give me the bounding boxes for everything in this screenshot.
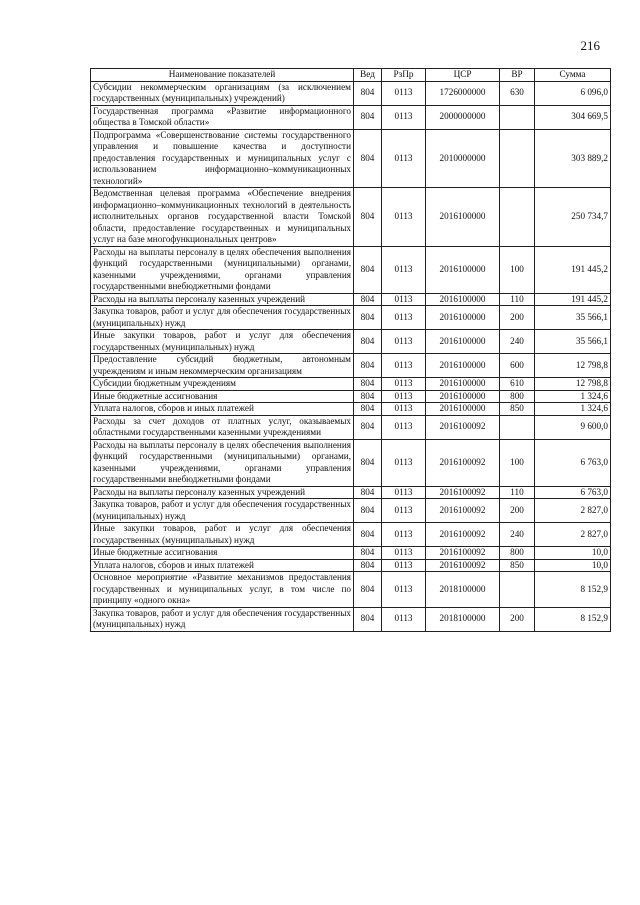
- cell-rzpr: 0113: [382, 105, 426, 129]
- table-row: [91, 354, 611, 378]
- cell-rzpr: 0113: [382, 547, 426, 560]
- cell-sum: 8 152,9: [535, 607, 611, 631]
- cell-sum: 10,0: [535, 547, 611, 560]
- cell-rzpr: 0113: [382, 572, 426, 608]
- cell-rzpr: 0113: [382, 499, 426, 523]
- cell-ved: 804: [354, 523, 382, 547]
- cell-ved: 804: [354, 246, 382, 293]
- cell-vr: [500, 105, 535, 129]
- table-row: [91, 293, 611, 306]
- cell-name: Субсидии некоммерческим организациям (за исключением государственных (муниципальных) учреждений): [91, 81, 354, 105]
- cell-rzpr: 0113: [382, 486, 426, 499]
- table-row: [91, 486, 611, 499]
- cell-sum: 191 445,2: [535, 246, 611, 293]
- cell-sum: 6 096,0: [535, 81, 611, 105]
- cell-vr: 600: [500, 354, 535, 378]
- cell-csr: 2016100000: [426, 330, 500, 354]
- cell-vr: 240: [500, 330, 535, 354]
- table-row: [91, 523, 611, 547]
- cell-sum: 6 763,0: [535, 486, 611, 499]
- cell-vr: 630: [500, 81, 535, 105]
- cell-vr: [500, 129, 535, 188]
- cell-sum: 35 566,1: [535, 330, 611, 354]
- cell-sum: 304 669,5: [535, 105, 611, 129]
- table-row: [91, 572, 611, 608]
- cell-vr: 100: [500, 246, 535, 293]
- table-row: [91, 499, 611, 523]
- header-vr: ВР: [500, 69, 535, 82]
- cell-vr: 800: [500, 547, 535, 560]
- cell-ved: 804: [354, 81, 382, 105]
- cell-csr: 2016100092: [426, 415, 500, 439]
- cell-vr: 200: [500, 607, 535, 631]
- cell-csr: 2016100092: [426, 499, 500, 523]
- cell-ved: 804: [354, 439, 382, 486]
- cell-name: Иные закупки товаров, работ и услуг для обеспечения государственных (муниципальных) нужд: [91, 523, 354, 547]
- cell-vr: 200: [500, 306, 535, 330]
- budget-table: [90, 68, 611, 632]
- cell-ved: 804: [354, 572, 382, 608]
- cell-ved: 804: [354, 486, 382, 499]
- table-row: [91, 306, 611, 330]
- table-row: [91, 188, 611, 247]
- cell-ved: 804: [354, 306, 382, 330]
- cell-ved: 804: [354, 403, 382, 416]
- cell-vr: 240: [500, 523, 535, 547]
- cell-sum: 191 445,2: [535, 293, 611, 306]
- table-row: [91, 547, 611, 560]
- cell-rzpr: 0113: [382, 439, 426, 486]
- cell-name: Расходы на выплаты персоналу казенных учреждений: [91, 293, 354, 306]
- cell-csr: 2010000000: [426, 129, 500, 188]
- cell-ved: 804: [354, 559, 382, 572]
- cell-sum: 12 798,8: [535, 378, 611, 391]
- cell-sum: 6 763,0: [535, 439, 611, 486]
- cell-rzpr: 0113: [382, 188, 426, 247]
- cell-vr: 800: [500, 390, 535, 403]
- cell-csr: 2000000000: [426, 105, 500, 129]
- cell-rzpr: 0113: [382, 246, 426, 293]
- cell-csr: 2016100000: [426, 188, 500, 247]
- cell-vr: 610: [500, 378, 535, 391]
- table-row: [91, 439, 611, 486]
- cell-ved: 804: [354, 330, 382, 354]
- cell-rzpr: 0113: [382, 354, 426, 378]
- cell-ved: 804: [354, 354, 382, 378]
- cell-ved: 804: [354, 390, 382, 403]
- cell-sum: 9 600,0: [535, 415, 611, 439]
- cell-rzpr: 0113: [382, 403, 426, 416]
- cell-csr: 2018100000: [426, 572, 500, 608]
- cell-name: Ведомственная целевая программа «Обеспечение внедрения информационно–коммуникационных технологий в деятельность исполнительных органов государственной власти Томской области, предоставление государственных и муниципальных услуг на базе многофункциональных центров»: [91, 188, 354, 247]
- cell-sum: 10,0: [535, 559, 611, 572]
- cell-name: Расходы за счет доходов от платных услуг, оказываемых областными государственными казенными учреждениями: [91, 415, 354, 439]
- cell-ved: 804: [354, 188, 382, 247]
- cell-csr: 2016100000: [426, 390, 500, 403]
- cell-sum: 1 324,6: [535, 390, 611, 403]
- cell-rzpr: 0113: [382, 415, 426, 439]
- table-header: [91, 69, 611, 82]
- cell-csr: 2016100000: [426, 403, 500, 416]
- cell-sum: 2 827,0: [535, 523, 611, 547]
- cell-rzpr: 0113: [382, 559, 426, 572]
- cell-name: Государственная программа «Развитие информационного общества в Томской области»: [91, 105, 354, 129]
- cell-csr: 2016100000: [426, 378, 500, 391]
- cell-name: Уплата налогов, сборов и иных платежей: [91, 559, 354, 572]
- table-row: [91, 105, 611, 129]
- table-row: [91, 559, 611, 572]
- table-row: [91, 607, 611, 631]
- cell-ved: 804: [354, 547, 382, 560]
- cell-name: Иные бюджетные ассигнования: [91, 390, 354, 403]
- cell-name: Закупка товаров, работ и услуг для обеспечения государственных (муниципальных) нужд: [91, 607, 354, 631]
- cell-sum: 2 827,0: [535, 499, 611, 523]
- cell-rzpr: 0113: [382, 293, 426, 306]
- cell-sum: 303 889,2: [535, 129, 611, 188]
- cell-name: Расходы на выплаты персоналу казенных учреждений: [91, 486, 354, 499]
- table-row: [91, 403, 611, 416]
- cell-sum: 12 798,8: [535, 354, 611, 378]
- table-row: [91, 378, 611, 391]
- cell-name: Предоставление субсидий бюджетным, автономным учреждениям и иным некоммерческим организациям: [91, 354, 354, 378]
- cell-rzpr: 0113: [382, 81, 426, 105]
- cell-rzpr: 0113: [382, 330, 426, 354]
- cell-csr: 2016100092: [426, 559, 500, 572]
- table-row: [91, 246, 611, 293]
- table-body: [91, 81, 611, 631]
- cell-rzpr: 0113: [382, 607, 426, 631]
- cell-name: Уплата налогов, сборов и иных платежей: [91, 403, 354, 416]
- cell-csr: 2016100092: [426, 486, 500, 499]
- table-row: [91, 415, 611, 439]
- header-name: Наименование показателей: [91, 69, 354, 82]
- cell-name: Основное мероприятие «Развитие механизмов предоставления государственных и муниципальных услуг, в том числе по принципу «одного окна»: [91, 572, 354, 608]
- cell-csr: 2016100092: [426, 523, 500, 547]
- cell-ved: 804: [354, 607, 382, 631]
- cell-vr: 110: [500, 486, 535, 499]
- cell-sum: 8 152,9: [535, 572, 611, 608]
- cell-name: Закупка товаров, работ и услуг для обеспечения государственных (муниципальных) нужд: [91, 306, 354, 330]
- cell-vr: [500, 415, 535, 439]
- table-row: [91, 81, 611, 105]
- cell-name: Субсидии бюджетным учреждениям: [91, 378, 354, 391]
- cell-ved: 804: [354, 499, 382, 523]
- cell-ved: 804: [354, 129, 382, 188]
- cell-vr: 850: [500, 559, 535, 572]
- cell-name: Закупка товаров, работ и услуг для обеспечения государственных (муниципальных) нужд: [91, 499, 354, 523]
- cell-csr: 2016100000: [426, 354, 500, 378]
- cell-csr: 2018100000: [426, 607, 500, 631]
- page-number: 216: [580, 38, 600, 53]
- header-ved: Вед: [354, 69, 382, 82]
- cell-csr: 2016100000: [426, 246, 500, 293]
- cell-vr: 100: [500, 439, 535, 486]
- cell-name: Иные закупки товаров, работ и услуг для обеспечения государственных (муниципальных) нужд: [91, 330, 354, 354]
- cell-sum: 35 566,1: [535, 306, 611, 330]
- header-csr: ЦСР: [426, 69, 500, 82]
- cell-vr: 110: [500, 293, 535, 306]
- cell-sum: 250 734,7: [535, 188, 611, 247]
- cell-rzpr: 0113: [382, 523, 426, 547]
- cell-csr: 2016100000: [426, 306, 500, 330]
- cell-vr: [500, 572, 535, 608]
- cell-vr: 850: [500, 403, 535, 416]
- cell-csr: 2016100092: [426, 439, 500, 486]
- cell-sum: 1 324,6: [535, 403, 611, 416]
- header-row: [91, 69, 611, 82]
- cell-name: Расходы на выплаты персоналу в целях обеспечения выполнения функций государственными (муниципальными) органами, казенными учреждениями, органами управления государственными внебюджетными фондами: [91, 439, 354, 486]
- cell-name: Иные бюджетные ассигнования: [91, 547, 354, 560]
- cell-name: Расходы на выплаты персоналу в целях обеспечения выполнения функций государственными (муниципальными) органами, казенными учреждениями, органами управления государственными внебюджетными фондами: [91, 246, 354, 293]
- cell-csr: 2016100000: [426, 293, 500, 306]
- table-row: [91, 390, 611, 403]
- cell-name: Подпрограмма «Совершенствование системы государственного управления и повышение качества и доступности предоставления государственных и муниципальных услуг с использованием информационно–коммуникационных технологий»: [91, 129, 354, 188]
- header-rzpr: РзПр: [382, 69, 426, 82]
- cell-rzpr: 0113: [382, 378, 426, 391]
- cell-ved: 804: [354, 293, 382, 306]
- cell-rzpr: 0113: [382, 390, 426, 403]
- cell-vr: 200: [500, 499, 535, 523]
- cell-csr: 2016100092: [426, 547, 500, 560]
- cell-vr: [500, 188, 535, 247]
- table-row: [91, 330, 611, 354]
- cell-rzpr: 0113: [382, 306, 426, 330]
- cell-rzpr: 0113: [382, 129, 426, 188]
- table-row: [91, 129, 611, 188]
- cell-csr: 1726000000: [426, 81, 500, 105]
- header-sum: Сумма: [535, 69, 611, 82]
- cell-ved: 804: [354, 378, 382, 391]
- cell-ved: 804: [354, 415, 382, 439]
- cell-ved: 804: [354, 105, 382, 129]
